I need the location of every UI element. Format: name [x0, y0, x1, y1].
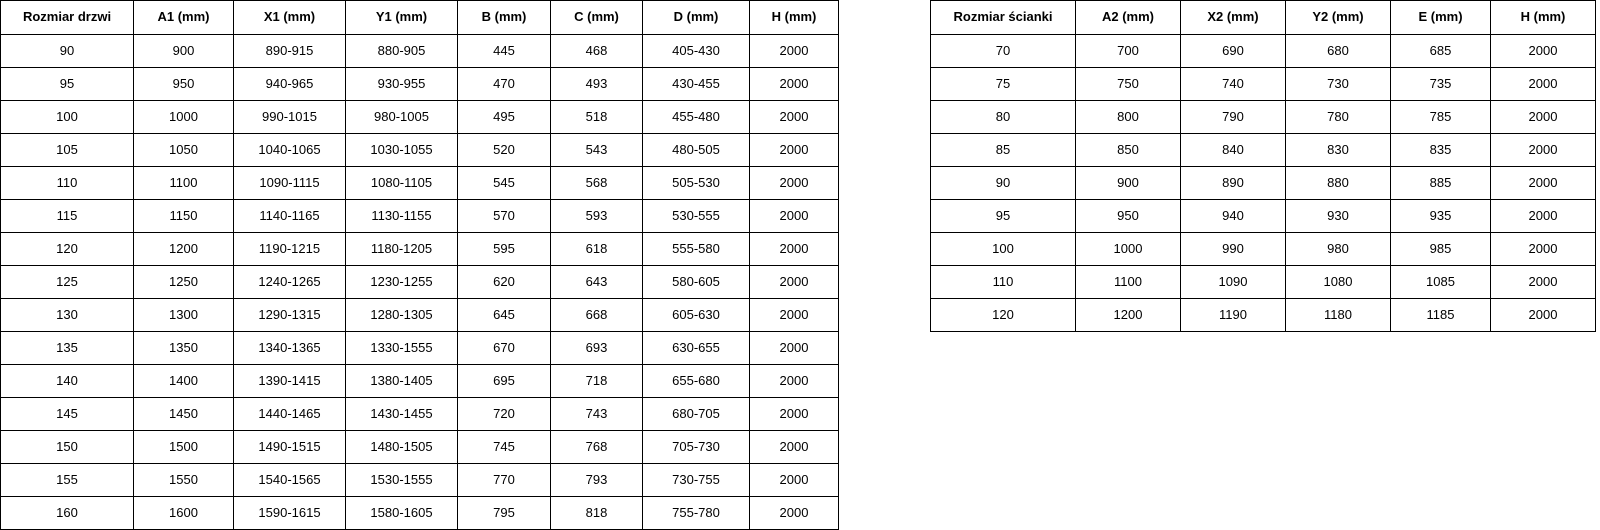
cell: 520: [458, 134, 551, 167]
cell: 2000: [1491, 233, 1596, 266]
cell: 1000: [134, 101, 234, 134]
cell: 1180: [1286, 299, 1391, 332]
cell: 2000: [1491, 266, 1596, 299]
cell: 80: [931, 101, 1076, 134]
cell: 768: [551, 431, 643, 464]
cell: 2000: [750, 101, 839, 134]
cell: 1085: [1391, 266, 1491, 299]
cell: 555-580: [643, 233, 750, 266]
cell: 493: [551, 68, 643, 101]
cell: 980-1005: [346, 101, 458, 134]
cell: 100: [1, 101, 134, 134]
cell: 1530-1555: [346, 464, 458, 497]
column-header-y1: Y1 (mm): [346, 1, 458, 35]
cell: 880: [1286, 167, 1391, 200]
cell: 445: [458, 35, 551, 68]
column-header-e: E (mm): [1391, 1, 1491, 35]
cell: 1090-1115: [234, 167, 346, 200]
walls-table-head: [931, 1, 1596, 35]
cell: 743: [551, 398, 643, 431]
table-row: [931, 299, 1596, 332]
cell: 630-655: [643, 332, 750, 365]
table-row: [1, 35, 839, 68]
table-row: [1, 365, 839, 398]
cell: 1400: [134, 365, 234, 398]
cell: 145: [1, 398, 134, 431]
cell: 800: [1076, 101, 1181, 134]
cell: 85: [931, 134, 1076, 167]
column-header-c: C (mm): [551, 1, 643, 35]
cell: 785: [1391, 101, 1491, 134]
table-row: [1, 431, 839, 464]
cell: 135: [1, 332, 134, 365]
cell: 900: [1076, 167, 1181, 200]
cell: 985: [1391, 233, 1491, 266]
cell: 618: [551, 233, 643, 266]
cell: 950: [1076, 200, 1181, 233]
table-row: [1, 233, 839, 266]
cell: 2000: [750, 266, 839, 299]
column-header-x2: X2 (mm): [1181, 1, 1286, 35]
cell: 670: [458, 332, 551, 365]
cell: 605-630: [643, 299, 750, 332]
cell: 900: [134, 35, 234, 68]
column-header-h: H (mm): [750, 1, 839, 35]
table-row: [1, 332, 839, 365]
cell: 1230-1255: [346, 266, 458, 299]
cell: 110: [931, 266, 1076, 299]
cell: 1450: [134, 398, 234, 431]
cell: 890-915: [234, 35, 346, 68]
table-row: [1, 200, 839, 233]
doors-table-head: [1, 1, 839, 35]
cell: 2000: [750, 365, 839, 398]
cell: 570: [458, 200, 551, 233]
cell: 115: [1, 200, 134, 233]
column-header-h: H (mm): [1491, 1, 1596, 35]
cell: 935: [1391, 200, 1491, 233]
cell: 105: [1, 134, 134, 167]
cell: 2000: [750, 332, 839, 365]
cell: 730: [1286, 68, 1391, 101]
table-row: [1, 134, 839, 167]
cell: 2000: [1491, 200, 1596, 233]
column-header-rozmiar-drzwi: Rozmiar drzwi: [1, 1, 134, 35]
cell: 1590-1615: [234, 497, 346, 530]
cell: 940: [1181, 200, 1286, 233]
cell: 1300: [134, 299, 234, 332]
table-row: [931, 35, 1596, 68]
cell: 990: [1181, 233, 1286, 266]
cell: 595: [458, 233, 551, 266]
cell: 1190-1215: [234, 233, 346, 266]
cell: 518: [551, 101, 643, 134]
cell: 1100: [1076, 266, 1181, 299]
cell: 140: [1, 365, 134, 398]
cell: 1380-1405: [346, 365, 458, 398]
cell: 2000: [750, 431, 839, 464]
cell: 770: [458, 464, 551, 497]
cell: 593: [551, 200, 643, 233]
cell: 1100: [134, 167, 234, 200]
cell: 95: [1, 68, 134, 101]
table-row: [1, 101, 839, 134]
cell: 455-480: [643, 101, 750, 134]
cell: 1090: [1181, 266, 1286, 299]
cell: 1080-1105: [346, 167, 458, 200]
cell: 680: [1286, 35, 1391, 68]
cell: 720: [458, 398, 551, 431]
cell: 2000: [750, 398, 839, 431]
cell: 580-605: [643, 266, 750, 299]
cell: 1480-1505: [346, 431, 458, 464]
cell: 568: [551, 167, 643, 200]
cell: 695: [458, 365, 551, 398]
cell: 790: [1181, 101, 1286, 134]
walls-table-body: [931, 35, 1596, 332]
cell: 1490-1515: [234, 431, 346, 464]
cell: 160: [1, 497, 134, 530]
cell: 990-1015: [234, 101, 346, 134]
column-header-y2: Y2 (mm): [1286, 1, 1391, 35]
cell: 880-905: [346, 35, 458, 68]
cell: 2000: [750, 497, 839, 530]
cell: 680-705: [643, 398, 750, 431]
cell: 1290-1315: [234, 299, 346, 332]
column-header-rozmiar-scianki: Rozmiar ścianki: [931, 1, 1076, 35]
cell: 1430-1455: [346, 398, 458, 431]
cell: 1080: [1286, 266, 1391, 299]
cell: 1030-1055: [346, 134, 458, 167]
cell: 890: [1181, 167, 1286, 200]
cell: 1440-1465: [234, 398, 346, 431]
table-row: [931, 134, 1596, 167]
cell: 120: [931, 299, 1076, 332]
doors-table-body: [1, 35, 839, 530]
cell: 1200: [1076, 299, 1181, 332]
cell: 90: [1, 35, 134, 68]
cell: 2000: [750, 299, 839, 332]
cell: 1130-1155: [346, 200, 458, 233]
cell: 2000: [750, 464, 839, 497]
cell: 1350: [134, 332, 234, 365]
cell: 705-730: [643, 431, 750, 464]
cell: 1580-1605: [346, 497, 458, 530]
cell: 940-965: [234, 68, 346, 101]
cell: 818: [551, 497, 643, 530]
cell: 155: [1, 464, 134, 497]
cell: 1550: [134, 464, 234, 497]
cell: 755-780: [643, 497, 750, 530]
table-row: [1, 299, 839, 332]
cell: 75: [931, 68, 1076, 101]
cell: 1500: [134, 431, 234, 464]
cell: 1240-1265: [234, 266, 346, 299]
table-row: [1, 167, 839, 200]
cell: 645: [458, 299, 551, 332]
cell: 718: [551, 365, 643, 398]
table-row: [1, 464, 839, 497]
table-row: [931, 68, 1596, 101]
cell: 430-455: [643, 68, 750, 101]
cell: 840: [1181, 134, 1286, 167]
cell: 150: [1, 431, 134, 464]
table-header-row: [1, 1, 839, 35]
cell: 543: [551, 134, 643, 167]
cell: 730-755: [643, 464, 750, 497]
cell: 885: [1391, 167, 1491, 200]
cell: 1140-1165: [234, 200, 346, 233]
cell: 1390-1415: [234, 365, 346, 398]
cell: 95: [931, 200, 1076, 233]
cell: 468: [551, 35, 643, 68]
cell: 1200: [134, 233, 234, 266]
cell: 735: [1391, 68, 1491, 101]
table-row: [1, 68, 839, 101]
cell: 1600: [134, 497, 234, 530]
cell: 930: [1286, 200, 1391, 233]
table-row: [931, 200, 1596, 233]
column-header-a2: A2 (mm): [1076, 1, 1181, 35]
cell: 2000: [1491, 101, 1596, 134]
walls-table-container: [930, 0, 1596, 332]
cell: 750: [1076, 68, 1181, 101]
cell: 1185: [1391, 299, 1491, 332]
cell: 1250: [134, 266, 234, 299]
cell: 2000: [1491, 299, 1596, 332]
cell: 2000: [750, 200, 839, 233]
cell: 1150: [134, 200, 234, 233]
cell: 1000: [1076, 233, 1181, 266]
table-row: [931, 266, 1596, 299]
cell: 2000: [750, 167, 839, 200]
cell: 830: [1286, 134, 1391, 167]
cell: 70: [931, 35, 1076, 68]
cell: 1540-1565: [234, 464, 346, 497]
cell: 470: [458, 68, 551, 101]
cell: 120: [1, 233, 134, 266]
cell: 545: [458, 167, 551, 200]
table-row: [931, 167, 1596, 200]
table-row: [931, 233, 1596, 266]
cell: 530-555: [643, 200, 750, 233]
cell: 2000: [750, 35, 839, 68]
cell: 780: [1286, 101, 1391, 134]
cell: 1050: [134, 134, 234, 167]
cell: 693: [551, 332, 643, 365]
cell: 793: [551, 464, 643, 497]
column-header-x1: X1 (mm): [234, 1, 346, 35]
cell: 480-505: [643, 134, 750, 167]
table-header-row: [931, 1, 1596, 35]
cell: 700: [1076, 35, 1181, 68]
cell: 1190: [1181, 299, 1286, 332]
table-row: [1, 266, 839, 299]
cell: 1280-1305: [346, 299, 458, 332]
cell: 2000: [1491, 167, 1596, 200]
cell: 643: [551, 266, 643, 299]
cell: 110: [1, 167, 134, 200]
cell: 795: [458, 497, 551, 530]
cell: 835: [1391, 134, 1491, 167]
cell: 685: [1391, 35, 1491, 68]
cell: 1180-1205: [346, 233, 458, 266]
cell: 655-680: [643, 365, 750, 398]
cell: 690: [1181, 35, 1286, 68]
cell: 2000: [750, 134, 839, 167]
cell: 1040-1065: [234, 134, 346, 167]
cell: 745: [458, 431, 551, 464]
cell: 930-955: [346, 68, 458, 101]
cell: 125: [1, 266, 134, 299]
cell: 2000: [1491, 35, 1596, 68]
column-header-b: B (mm): [458, 1, 551, 35]
table-row: [1, 398, 839, 431]
column-header-a1: A1 (mm): [134, 1, 234, 35]
cell: 1340-1365: [234, 332, 346, 365]
cell: 100: [931, 233, 1076, 266]
cell: 2000: [1491, 134, 1596, 167]
table-row: [931, 101, 1596, 134]
cell: 950: [134, 68, 234, 101]
cell: 2000: [1491, 68, 1596, 101]
table-row: [1, 497, 839, 530]
cell: 740: [1181, 68, 1286, 101]
cell: 620: [458, 266, 551, 299]
cell: 495: [458, 101, 551, 134]
cell: 850: [1076, 134, 1181, 167]
cell: 405-430: [643, 35, 750, 68]
walls-spec-table: [930, 0, 1596, 332]
cell: 1330-1555: [346, 332, 458, 365]
cell: 505-530: [643, 167, 750, 200]
cell: 2000: [750, 68, 839, 101]
column-header-d: D (mm): [643, 1, 750, 35]
cell: 980: [1286, 233, 1391, 266]
cell: 130: [1, 299, 134, 332]
cell: 90: [931, 167, 1076, 200]
cell: 2000: [750, 233, 839, 266]
cell: 668: [551, 299, 643, 332]
